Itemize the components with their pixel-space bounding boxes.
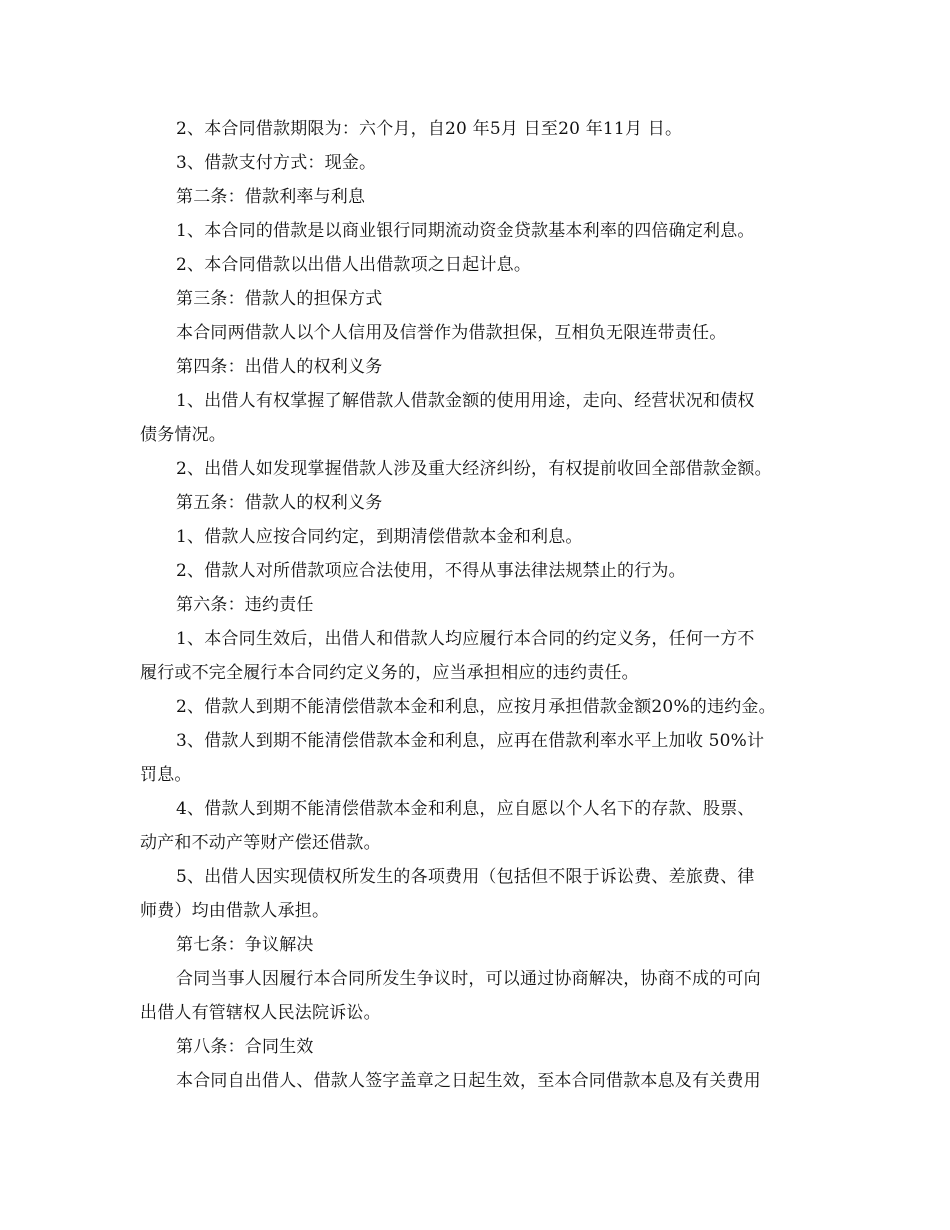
article-heading: 第七条：争议解决: [176, 935, 314, 955]
clause-text-line: 本合同自出借人、借款人签字盖章之日起生效，至本合同借款本息及有关费用: [176, 1071, 761, 1091]
clause-text-line: 1、出借人有权掌握了解借款人借款金额的使用用途，走向、经营状况和债权: [176, 391, 755, 411]
document-body: [140, 112, 816, 1098]
clause-text-continuation: 罚息。: [140, 765, 192, 785]
clause-text-line: 5、出借人因实现债权所发生的各项费用（包括但不限于诉讼费、差旅费、律: [176, 867, 755, 887]
clause-text-line: 4、借款人到期不能清偿借款本金和利息，应自愿以个人名下的存款、股票、: [176, 799, 755, 819]
clause-text-line: 2、借款人对所借款项应合法使用，不得从事法律法规禁止的行为。: [176, 561, 686, 581]
clause-text-line: 3、借款支付方式：现金。: [176, 153, 377, 173]
clause-text-line: 1、借款人应按合同约定，到期清偿借款本金和利息。: [176, 527, 583, 547]
article-heading: 第五条：借款人的权利义务: [176, 493, 383, 513]
article-heading: 第四条：出借人的权利义务: [176, 357, 383, 377]
clause-text-line: 2、出借人如发现掌握借款人涉及重大经济纠纷，有权提前收回全部借款金额。: [176, 459, 772, 479]
article-heading: 第三条：借款人的担保方式: [176, 289, 383, 309]
clause-text-continuation: 债务情况。: [140, 425, 226, 445]
clause-text-line: 2、本合同借款以出借人出借款项之日起计息。: [176, 255, 532, 275]
clause-text-continuation: 师费）均由借款人承担。: [140, 901, 330, 921]
clause-text-line: 2、借款人到期不能清偿借款本金和利息，应按月承担借款金额20%的违约金。: [176, 697, 776, 717]
clause-text-line: 本合同两借款人以个人信用及信誉作为借款担保，互相负无限连带责任。: [176, 323, 727, 343]
clause-text-line: 1、本合同的借款是以商业银行同期流动资金贷款基本利率的四倍确定利息。: [176, 221, 755, 241]
clause-text-continuation: 出借人有管辖权人民法院诉讼。: [140, 1003, 381, 1023]
clause-text-line: 合同当事人因履行本合同所发生争议时，可以通过协商解决，协商不成的可向: [176, 969, 761, 989]
article-heading: 第六条：违约责任: [176, 595, 314, 615]
clause-text-line: 1、本合同生效后，出借人和借款人均应履行本合同的约定义务，任何一方不: [176, 629, 755, 649]
clause-text-line: 3、借款人到期不能清偿借款本金和利息，应再在借款利率水平上加收 50%计: [176, 731, 765, 751]
clause-text-continuation: 履行或不完全履行本合同约定义务的，应当承担相应的违约责任。: [140, 663, 639, 683]
article-heading: 第八条：合同生效: [176, 1037, 314, 1057]
article-heading: 第二条：借款利率与利息: [176, 187, 366, 207]
clause-text-line: 2、本合同借款期限为：六个月，自20 年5月 日至20 年11月 日。: [176, 119, 683, 139]
clause-text-continuation: 动产和不动产等财产偿还借款。: [140, 833, 381, 853]
